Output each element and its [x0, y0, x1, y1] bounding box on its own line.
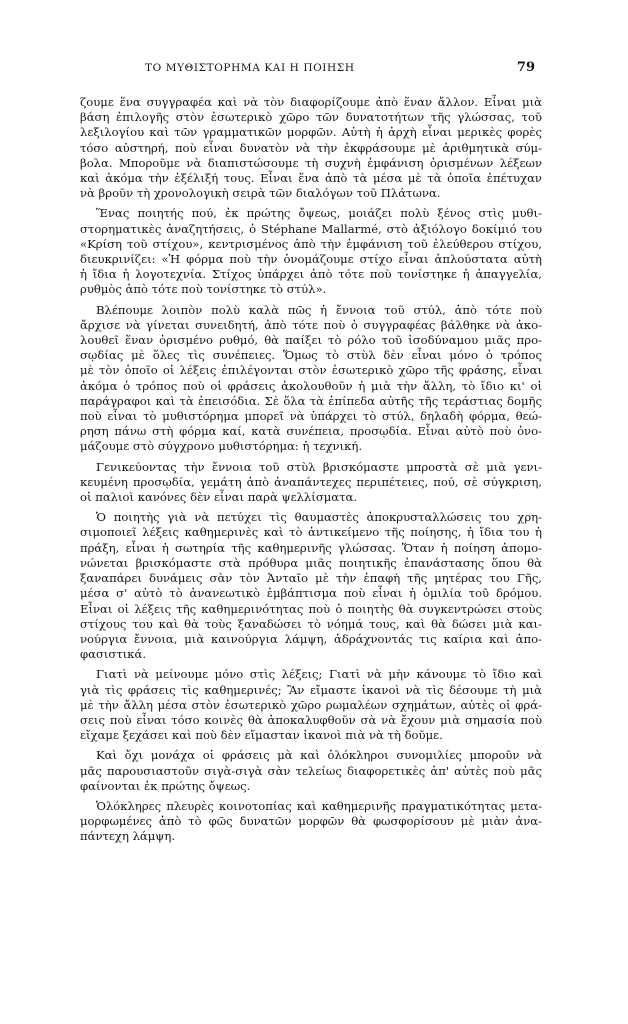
text-line: παράγραφοι καὶ τὰ ἐπεισόδια. Σὲ ὅλα τὰ ἐπίπεδα αὐτῆς τῆς τεράστιας δομῆς — [80, 393, 542, 408]
text-line: πάντεχη λάμψη. — [80, 829, 176, 844]
text-line: στορηματικὲς ἀναζητήσεις, ὁ Stéphane Mallarmé, στὸ ἀξιόλογο δοκίμιό του — [80, 221, 542, 236]
text-line: μορφωμένες ἀπὸ τὸ φῶς δυνατῶν μορφῶν θὰ φωσφορίσουν μὲ μιὰν ἀνα- — [80, 814, 542, 829]
text-line: καὶ ἀκόμα τὴν ἐξέλιξή τους. Εἶναι ἕνα ἀπὸ τὰ μέσα μὲ τὰ ὁποῖα ἐπέτυχαν — [80, 171, 542, 186]
page-header — [115, 62, 535, 80]
text-line: φασιστικά. — [80, 647, 147, 662]
text-line: φαίνονται ἐκ πρώτης ὄψεως. — [80, 778, 251, 793]
text-line: μέσα σ' αὐτὸ τὸ ἀνανεωτικὸ ἐμβάπτισμα ποὺ εἶναι ἡ ὁμιλία τοῦ δρόμου. — [80, 586, 542, 601]
text-line: βάση ἐπιλογῆς στὸν ἐσωτερικὸ χῶρο τῶν δυνατοτήτων τῆς γλώσσας, τοῦ — [80, 110, 542, 125]
page-number: 79 — [516, 60, 535, 75]
text-line: μάζουμε στὸ σύγχρονο μυθιστόρημα: ἡ τεχνική. — [80, 439, 363, 454]
text-line: ζουμε ἕνα συγγραφέα καὶ νὰ τὸν διαφορίζουμε ἀπὸ ἕναν ἄλλον. Εἶναι μιὰ — [80, 95, 542, 109]
text-line: ἀκόμα ὁ τρόπος ποὺ οἱ φράσεις ἀκολουθοῦν ἡ μιὰ τὴν ἄλλη, τὸ ἴδιο κι' οἱ — [80, 378, 542, 393]
text-line: ποὺ εἶναι τὸ μυθιστόρημα μπορεῖ νὰ ὑπάρχει τὸ στύλ, δηλαδὴ φόρμα, θεώ- — [80, 409, 542, 424]
text-line: βολα. Μποροῦμε νὰ διαπιστώσουμε τὴ συχνὴ ἐμφάνιση ὁρισμένων λέξεων — [80, 155, 542, 170]
text-line: Ὁλόκληρες πλευρὲς κοινοτοπίας καὶ καθημερινῆς πραγματικότητας μετα- — [96, 798, 542, 813]
text-line: μὲ τὸν ὁποῖο οἱ λέξεις ἐπιλέγονται στὸν ἐσωτερικὸ χῶρο τῆς φράσης, εἶναι — [80, 363, 542, 378]
text-line: Γιατὶ νὰ μείνουμε μόνο στὶς λέξεις; Γιατὶ νὰ μὴν κάνουμε τὸ ἴδιο καὶ — [96, 667, 542, 682]
text-line: σῳδίας μὲ ὅλες τὶς συνέπειες. Ὅμως τὸ στὺλ δὲν εἶναι μόνο ὁ τρόπος — [80, 348, 542, 363]
text-line: Ἕνας ποιητής πού, ἐκ πρώτης ὄψεως, μοιάζει πολὺ ξένος στὶς μυθι- — [96, 206, 542, 221]
text-line: νούργια ἔννοια, μιὰ καινούργια λάμψη, ἀδράχνοντάς τις καίρια καὶ ἀπο- — [80, 631, 542, 646]
text-line: ἡ ἴδια ἡ λογοτεχνία. Στίχος ὑπάρχει ἀπὸ τότε ποὺ τονίστηκε ἡ ἀπαγγελία, — [80, 267, 542, 282]
text-line: σεις ποὺ εἶναι τόσο κοινὲς θὰ ἀποκαλυφθοῦν σὰ νὰ ἔχουν μιὰ σημασία ποὺ — [80, 712, 542, 727]
text-line: εἴχαμε ξεχάσει καὶ ποὺ δὲν εἴμασταν ἱκανοὶ πιὰ νὰ τὴ δοῦμε. — [80, 728, 443, 743]
text-line: ρυθμὸς ἀπὸ τότε ποὺ τονίστηκε τὸ στύλ». — [80, 282, 327, 297]
text-line: Καὶ ὄχι μονάχα οἱ φράσεις μὰ καὶ ὁλόκληροι συνομιλίες μποροῦν νὰ — [96, 748, 542, 763]
running-title: ΤΟ ΜΥΘΙΣΤΟΡΗΜΑ ΚΑΙ Η ΠΟΙΗΣΗ — [145, 62, 355, 74]
text-line: οἱ παλιοὶ κανόνες δὲν εἶναι παρὰ ψελλίσματα. — [80, 490, 358, 505]
text-line: ρηση πάνω στὴ φόρμα καί, κατὰ συνέπεια, προσῳδία. Εἶναι αὐτὸ ποὺ ὀνο- — [80, 424, 542, 439]
text-line: Εἶναι οἱ λέξεις τῆς καθημερινότητας ποὺ ὁ ποιητὴς θὰ συγκεντρώσει στοὺς — [80, 601, 542, 616]
text-line: πράξη, εἶναι ἡ σωτηρία τῆς καθημερινῆς γλώσσας. Ὅταν ἡ ποίηση ἀπομο- — [80, 540, 542, 555]
text-line: ξαναπάρει δυνάμεις σὰν τὸν Ἀνταῖο μὲ τὴν ἐπαφὴ τῆς μητέρας του Γῆς, — [80, 571, 542, 586]
text-line: λουθεῖ ἕναν ὁρισμένο ρυθμό, θὰ παίξει τὸ ρόλο τοῦ ἰσοδύναμου μιᾶς προ- — [80, 333, 542, 348]
text-line: μὲ τὴν ἄλλη μέσα στὸν ἐσωτερικὸ χῶρο ρωμαλέων σχημάτων, αὐτὲς οἱ φρά- — [80, 697, 542, 712]
paragraph — [80, 510, 542, 662]
text-line: «Κρίση τοῦ στίχου», κεντρισμένος ἀπὸ τὴν ἐμφάνιση τοῦ ἐλεύθερου στίχου, — [80, 236, 542, 251]
paragraph — [80, 303, 542, 455]
body-text — [80, 95, 542, 850]
text-line: νὰ βροῦν τὴ χρονολογικὴ σειρὰ τῶν διαλόγων τοῦ Πλάτωνα. — [80, 186, 441, 201]
text-line: μᾶς παρουσιαστοῦν σιγὰ-σιγὰ σὰν τελείως διαφορετικὲς ἀπ' αὐτὲς ποὺ μᾶς — [80, 763, 542, 778]
text-line: στίχους του καὶ θὰ τοὺς ξαναδώσει τὸ νόημά τους, καὶ θὰ δώσει μιὰ και- — [80, 616, 542, 631]
text-line: Βλέπουμε λοιπὸν πολὺ καλὰ πῶς ἡ ἔννοια τοῦ στύλ, ἀπὸ τότε ποὺ — [96, 302, 542, 317]
paragraph — [80, 460, 542, 506]
text-line: λεξιλογίου καὶ τῶν γραμματικῶν μορφῶν. Αὐτὴ ἡ ἀρχὴ εἶναι μερικὲς φορὲς — [80, 125, 542, 140]
text-line: Γενικεύοντας τὴν ἔννοια τοῦ στὺλ βρισκόμαστε μπροστὰ σὲ μιὰ γενι- — [96, 459, 542, 474]
text-line: γιὰ τὶς φράσεις τὶς καθημερινές; Ἂν εἴμαστε ἱκανοὶ νὰ τὶς δέσουμε τὴ μιὰ — [80, 682, 542, 697]
text-line: ἄρχισε νὰ γίνεται συνειδητή, ἀπὸ τότε ποὺ ὁ συγγραφέας βάλθηκε νὰ ἀκο- — [80, 317, 542, 332]
text-line: τόσο αὐστηρή, ποὺ εἶναι δυνατὸν νὰ τὴν ἐκφράσουμε μὲ ἀριθμητικὰ σύμ- — [80, 140, 542, 155]
paragraph — [80, 95, 542, 201]
text-line: νώνεται βρισκόμαστε στὰ πρόθυρα μιᾶς ποιητικῆς ἐπανάστασης ὅπου θὰ — [80, 555, 542, 570]
paragraph — [80, 799, 542, 845]
paragraph — [80, 667, 542, 743]
paragraph — [80, 748, 542, 794]
paragraph — [80, 206, 542, 297]
text-line: κευμένη προσῳδία, γεμάτη ἀπὸ ἀναπάντεχες περιπέτειες, πού, σὲ σύγκριση, — [80, 474, 542, 489]
text-line: σιμοποιεῖ λέξεις καθημερινὲς καὶ τὸ ἀντικείμενο τῆς ποίησης, ἡ ἴδια του ἡ — [80, 525, 542, 540]
text-line: διευκρινίζει: «Ἡ φόρμα ποὺ τὴν ὀνομάζουμε στίχο εἶναι ἁπλούστατα αὐτὴ — [80, 252, 542, 267]
text-line: Ὁ ποιητὴς γιὰ νὰ πετύχει τὶς θαυμαστὲς ἀποκρυσταλλώσεις του χρη- — [96, 510, 542, 525]
